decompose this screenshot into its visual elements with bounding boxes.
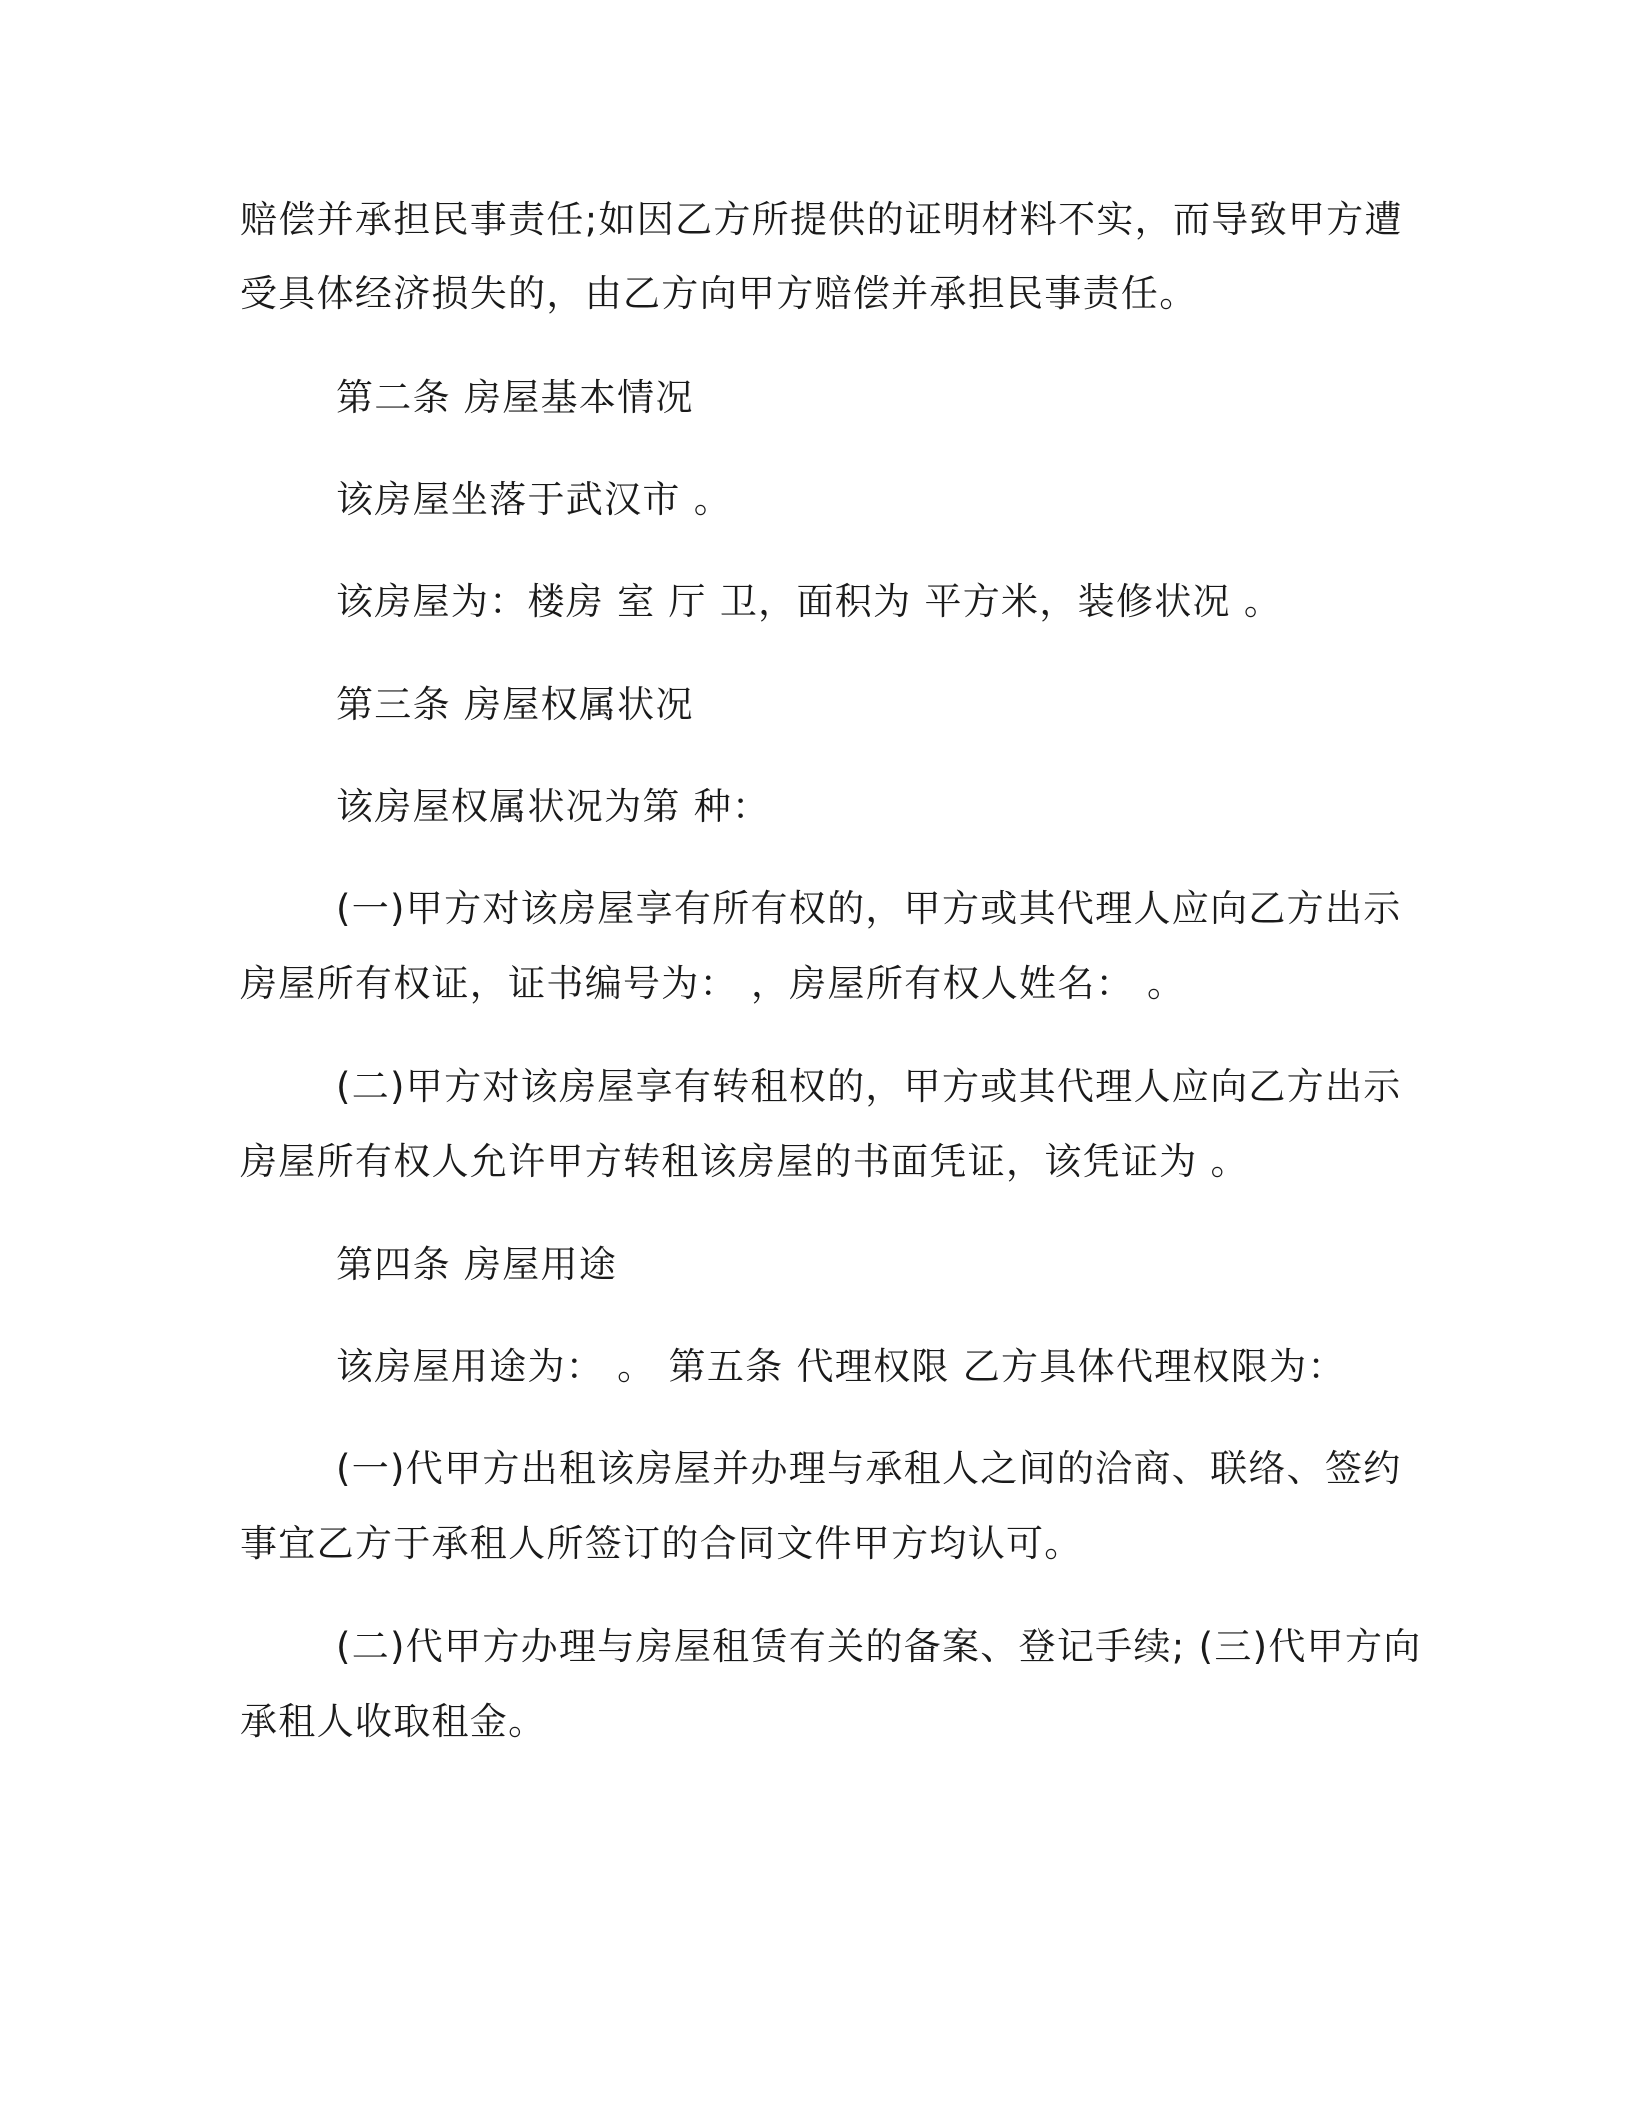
paragraph-line: 受具体经济损失的，由乙方向甲方赔偿并承担民事责任。 bbox=[240, 272, 1198, 315]
paragraph-line: 该房屋坐落于武汉市 。 bbox=[336, 478, 733, 521]
article-heading: 第三条 房屋权属状况 bbox=[336, 683, 694, 726]
paragraph-line: 房屋所有权证，证书编号为： ，房屋所有权人姓名： 。 bbox=[240, 962, 1186, 1005]
paragraph-line: 承租人收取租金。 bbox=[240, 1700, 547, 1743]
article-heading: 第四条 房屋用途 bbox=[336, 1243, 618, 1286]
paragraph-line: 该房屋用途为： 。 第五条 代理权限 乙方具体代理权限为： bbox=[336, 1345, 1346, 1388]
paragraph-line: (一)代甲方出租该房屋并办理与承租人之间的洽商、联络、签约 bbox=[336, 1447, 1402, 1490]
paragraph-line: 该房屋为：楼房 室 厅 卫，面积为 平方米，装修状况 。 bbox=[336, 580, 1283, 623]
paragraph-line: (二)代甲方办理与房屋租赁有关的备案、登记手续; (三)代甲方向 bbox=[336, 1625, 1422, 1668]
paragraph-line: 事宜乙方于承租人所签订的合同文件甲方均认可。 bbox=[240, 1522, 1083, 1565]
paragraph-line: 赔偿并承担民事责任;如因乙方所提供的证明材料不实，而导致甲方遭 bbox=[240, 198, 1403, 241]
paragraph-line: (二)甲方对该房屋享有转租权的，甲方或其代理人应向乙方出示 bbox=[336, 1065, 1402, 1108]
paragraph-line: (一)甲方对该房屋享有所有权的，甲方或其代理人应向乙方出示 bbox=[336, 887, 1402, 930]
paragraph-line: 该房屋权属状况为第 种： bbox=[336, 785, 771, 828]
paragraph-line: 房屋所有权人允许甲方转租该房屋的书面凭证，该凭证为 。 bbox=[240, 1140, 1249, 1183]
article-heading: 第二条 房屋基本情况 bbox=[336, 376, 694, 419]
